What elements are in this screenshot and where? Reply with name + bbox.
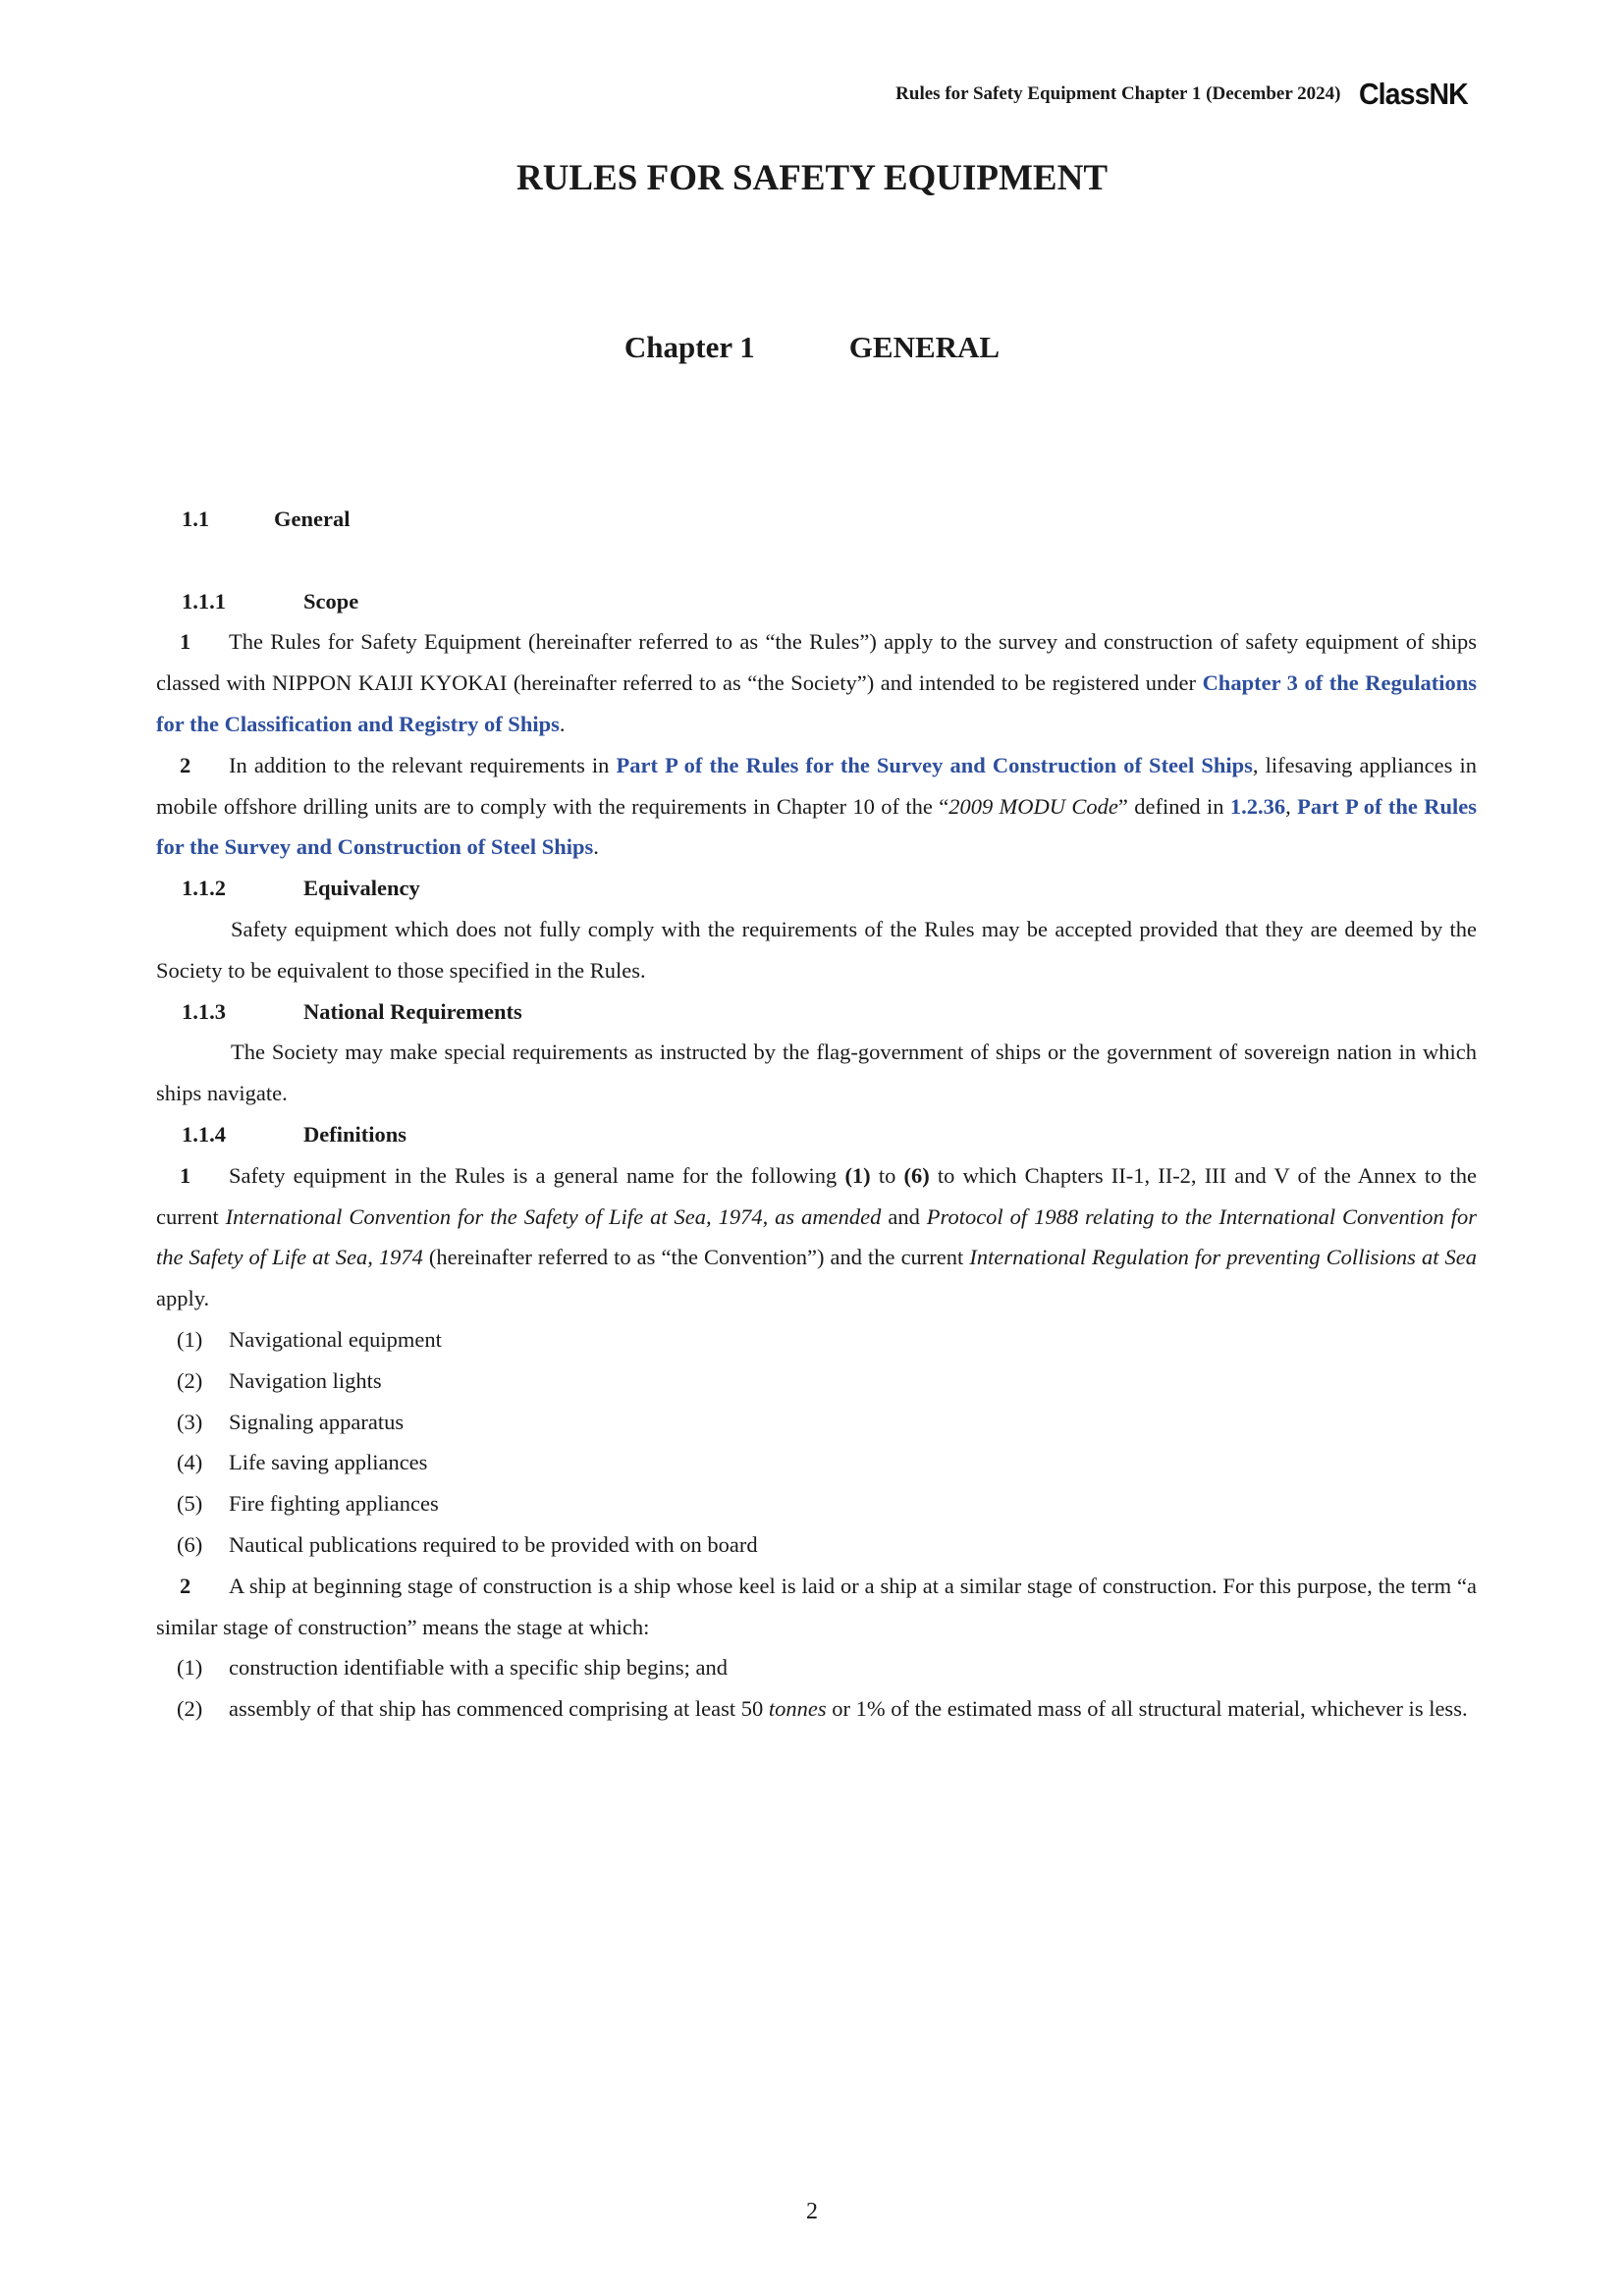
list-item-unit: tonnes — [768, 1696, 827, 1722]
subsection-number: 1.1.3 — [182, 998, 226, 1024]
list-item — [156, 1483, 1477, 1524]
section-title: General — [274, 507, 351, 531]
paragraph-text: . — [559, 711, 566, 736]
subsection-heading-1-1-1 — [156, 581, 1477, 622]
chapter-heading — [0, 330, 1624, 365]
scope-paragraph-2 — [156, 745, 1477, 868]
definitions-paragraph-1 — [156, 1155, 1477, 1319]
paragraph-number: 1 — [180, 629, 191, 655]
definitions-paragraph-2 — [156, 1566, 1477, 1648]
list-item-text: Life saving appliances — [229, 1450, 428, 1475]
item-reference: (6) — [903, 1162, 930, 1188]
paragraph-text: , — [1285, 793, 1298, 819]
document-title: RULES FOR SAFETY EQUIPMENT — [515, 158, 1108, 198]
list-item-number: (4) — [177, 1450, 203, 1475]
chapter-number: Chapter 1 — [623, 330, 755, 364]
paragraph-text: apply. — [156, 1286, 210, 1311]
subsection-title: Scope — [303, 588, 359, 614]
list-item — [156, 1647, 1477, 1688]
list-item-number: (5) — [177, 1491, 203, 1517]
paragraph-number: 2 — [180, 752, 191, 777]
paragraph-text: ” defined in — [1117, 793, 1230, 819]
subsection-heading-1-1-4 — [156, 1114, 1477, 1155]
list-item-number: (2) — [177, 1696, 203, 1722]
document-body — [156, 499, 1477, 1730]
subsection-heading-1-1-2 — [156, 868, 1477, 909]
paragraph-text: A ship at beginning stage of construction is a ship whose keel is laid or a ship at a similar stage of construction. For this purpose, the term “a similar stage of construction” means the stage at which: — [156, 1573, 1477, 1639]
paragraph-number: 1 — [180, 1162, 191, 1188]
list-item-text: Nautical publications required to be provided with on board — [229, 1531, 758, 1557]
modu-code-reference: 2009 MODU Code — [948, 793, 1118, 819]
protocol-1988-title: Protocol of 1988 relating to the International Convention for the Safety of Life at Sea, 1974 — [156, 1203, 1477, 1270]
list-item-text: Fire fighting appliances — [229, 1491, 439, 1517]
list-item — [156, 1688, 1477, 1730]
list-item-text: Navigation lights — [229, 1367, 382, 1393]
list-item-text: Signaling apparatus — [229, 1409, 405, 1434]
paragraph-text: (hereinafter referred to as “the Convention”) and the current — [422, 1245, 970, 1270]
subsection-number: 1.1.4 — [182, 1121, 226, 1147]
paragraph-text: to which Chapters II-1, II-2, III and V of the Annex to the current — [156, 1162, 1477, 1229]
paragraph-number: 2 — [180, 1573, 191, 1598]
list-item-number: (3) — [177, 1409, 203, 1434]
national-requirements-paragraph: The Society may make special requirements as instructed by the flag-government of ships or the government of sovereign nation in which ships navigate. — [156, 1040, 1477, 1106]
part-p-link[interactable]: Part P of the Rules for the Survey and Construction of Steel Ships — [616, 752, 1253, 777]
solas-convention-title: International Convention for the Safety of Life at Sea, 1974, as amended — [225, 1203, 882, 1229]
list-item-number: (1) — [177, 1326, 203, 1352]
subsection-title: Definitions — [303, 1121, 407, 1147]
list-item-text: construction identifiable with a specific ship begins; and — [229, 1655, 728, 1681]
classnk-logo: ClassNK — [1358, 77, 1468, 111]
list-item-number: (6) — [177, 1531, 203, 1557]
section-heading-1-1 — [156, 499, 1477, 540]
paragraph-text: The Rules for Safety Equipment (hereinafter referred to as “the Rules”) apply to the survey and construction of safety equipment of ships classed with NIPPON KAIJI KYOKAI (hereinafter referred to as “the Society”) and intended to be registered under — [156, 629, 1477, 696]
paragraph-text: Safety equipment in the Rules is a general name for the following — [229, 1162, 845, 1188]
list-item — [156, 1319, 1477, 1361]
paragraph-text: In addition to the relevant requirements in — [229, 752, 617, 777]
list-item — [156, 1442, 1477, 1483]
list-item — [156, 1361, 1477, 1402]
chapter-title: GENERAL — [848, 330, 1001, 364]
section-1-2-36-link[interactable]: 1.2.36 — [1229, 793, 1286, 819]
subsection-number: 1.1.2 — [182, 876, 226, 901]
regulations-chapter-3-link[interactable]: Chapter 3 of the Regulations for the Classification and Registry of Ships — [156, 670, 1477, 736]
part-p-link-2[interactable]: Part P of the Rules for the Survey and Construction of Steel Ships — [156, 793, 1477, 860]
section-number: 1.1 — [182, 507, 210, 531]
list-item-text: or 1% of the estimated mass of all structural material, whichever is less. — [826, 1696, 1468, 1722]
paragraph-text: and — [881, 1203, 927, 1229]
page-number: 2 — [806, 2199, 818, 2224]
paragraph-text: to — [870, 1162, 904, 1188]
subsection-heading-1-1-3 — [156, 991, 1477, 1033]
list-item — [156, 1524, 1477, 1566]
subsection-number: 1.1.1 — [182, 588, 226, 614]
running-header — [895, 77, 1477, 112]
paragraph-text: . — [593, 834, 599, 860]
subsection-title: Equivalency — [303, 876, 420, 901]
list-item — [156, 1402, 1477, 1443]
list-item-number: (2) — [177, 1367, 203, 1393]
list-item-number: (1) — [177, 1655, 203, 1681]
list-item-text: assembly of that ship has commenced comprising at least 50 — [229, 1696, 769, 1722]
list-item-text: Navigational equipment — [229, 1326, 442, 1352]
scope-paragraph-1 — [156, 621, 1477, 744]
colreg-title: International Regulation for preventing Collisions at Sea — [969, 1245, 1477, 1270]
subsection-title: National Requirements — [303, 998, 522, 1024]
paragraph-text: , lifesaving appliances in mobile offshore drilling units are to comply with the requirements in Chapter 10 of the “ — [156, 752, 1477, 819]
running-title: Rules for Safety Equipment Chapter 1 (December 2024) — [895, 83, 1341, 104]
equivalency-paragraph: Safety equipment which does not fully comply with the requirements of the Rules may be accepted provided that they are deemed by the Society to be equivalent to those specified in the Rules. — [156, 916, 1477, 983]
item-reference: (1) — [844, 1162, 871, 1188]
